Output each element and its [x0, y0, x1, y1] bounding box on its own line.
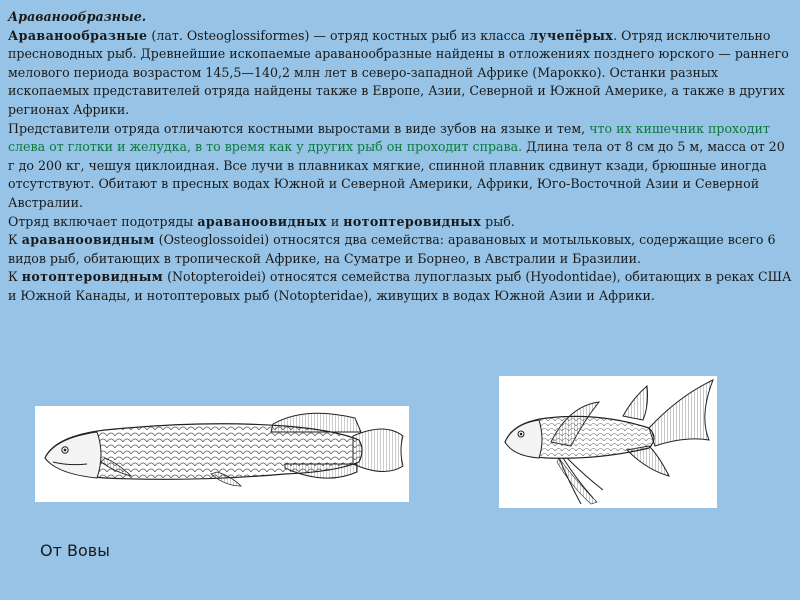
paragraph-notopteroidei [8, 268, 792, 305]
text-segment: . Отряд исключительно пресноводных рыб. Древнейшие ископаемые араванообразные найдены в отложениях позднего юрского — раннего мелового периода возрастом 145,5—140,2 млн лет в северо-западной Африке (Марокко). Останки разных ископаемых представителей отряда найдены также в Европе, Азии, Северной и Южной Америке, а также в других регионах Африки. [8, 27, 789, 117]
text-segment: и [326, 213, 344, 229]
term-notopteroidei: нотоптеровидным [21, 269, 164, 285]
article [8, 8, 792, 306]
paragraph-features [8, 120, 792, 213]
text-segment: (лат. Osteoglossiformes) — отряд костных рыб из класса [147, 27, 530, 43]
text-segment: К [8, 232, 22, 248]
term-osteoglossiformes: Араванообразные [8, 27, 148, 43]
butterflyfish-illustration [499, 376, 717, 508]
paragraph-definition [8, 27, 792, 120]
paragraph-osteoglossoidei [8, 231, 792, 268]
article-heading: Араванообразные. [8, 9, 147, 24]
term-notopteroidei: нотоптеровидных [343, 213, 482, 229]
text-segment: К [8, 269, 22, 285]
link-actinopterygii[interactable]: лучепёрых [529, 27, 614, 43]
term-osteoglossoidei: араваноовидных [197, 213, 327, 229]
term-osteoglossoidei: араваноовидным [21, 232, 155, 248]
highlighted-text: что их кишечник проходит слева от глотки и желудка, в то время как у других рыб он проходит справа. [8, 120, 770, 155]
caption: От Вовы [40, 541, 110, 560]
text-segment: Отряд включает подотряды [8, 213, 198, 229]
paragraph-suborders [8, 213, 792, 232]
arapaima-illustration [35, 406, 409, 502]
text-segment: (Osteoglossoidei) относятся два семейства: аравановых и мотыльковых, содержащие всего 6 видов рыб, обитающих в тропической Африке, на Суматре и Борнео, в Австралии и Бразилии. [8, 232, 776, 266]
text-segment: рыб. [481, 213, 515, 229]
text-segment: Длина тела от 8 см до 5 м, масса от 20 г до 200 кг, чешуя циклоидная. Все лучи в плавниках мягкие, спинной плавник сдвинут кзади, брюшные иногда отсутствуют. Обитают в пресных водах Южной и Северной Америки, Африки, Юго-Восточной Азии и Северной Австралии. [8, 139, 785, 210]
text-segment: (Notopteroidei) относятся семейства лупоглазых рыб (Hyodontidae), обитающих в реках США и Южной Канады, и нотоптеровых рыб (Notopteridae), живущих в водах Южной Азии и Африки. [8, 269, 792, 303]
text-segment: Представители отряда отличаются костными выростами в виде зубов на языке и тем, [8, 120, 590, 136]
